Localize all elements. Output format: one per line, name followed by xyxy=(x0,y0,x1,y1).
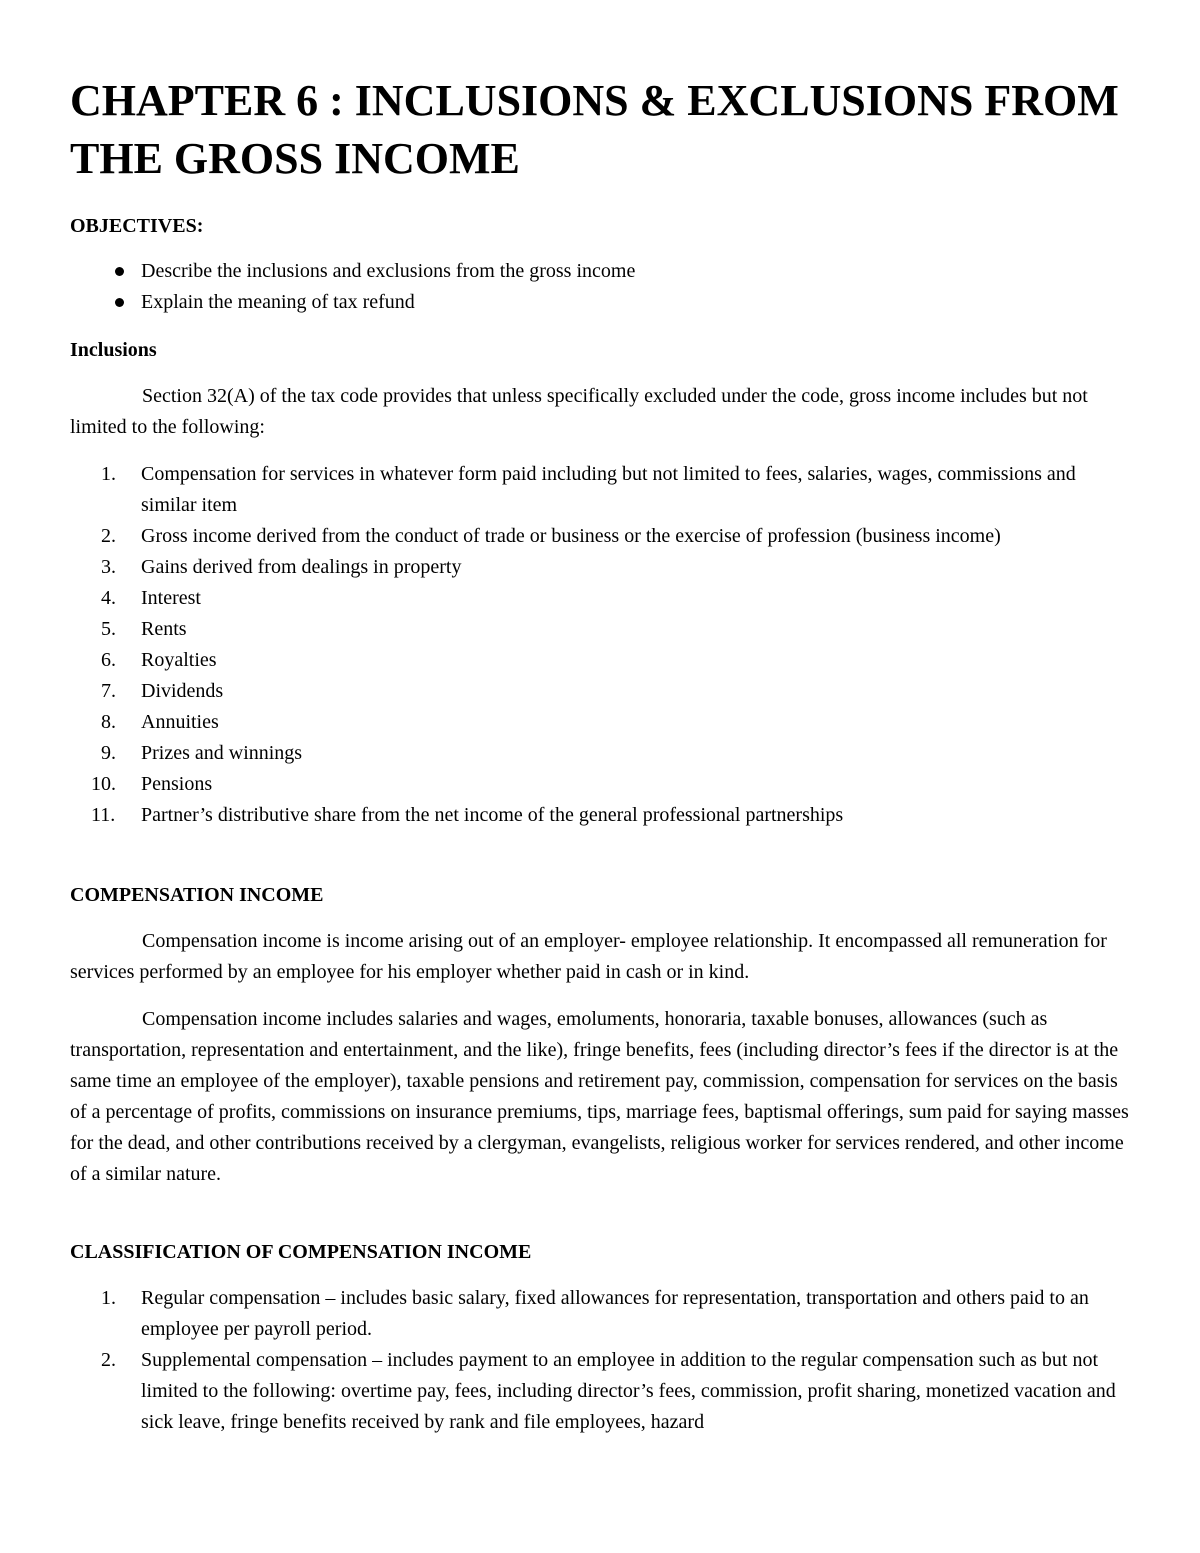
list-item: 7. Dividends xyxy=(101,680,224,702)
list-item: 1. Compensation for services in whatever form paid including but not limited to fees, salaries, wages, commissions and similar item xyxy=(101,463,1076,516)
list-item: 9. Prizes and winnings xyxy=(101,742,303,764)
list-item: 10. Pensions xyxy=(91,773,213,795)
list-item: 8. Annuities xyxy=(101,711,219,733)
compensation-para-1: Compensation income is income arising out of an employer- employee relationship. It encompassed all remuneration for services performed by an employee for his employer whether paid in cash or in kind. xyxy=(70,930,1107,983)
objectives-heading: OBJECTIVES: xyxy=(70,215,204,237)
classification-list xyxy=(70,1283,1130,1438)
list-item: Explain the meaning of tax refund xyxy=(70,287,1130,318)
inclusions-intro: Section 32(A) of the tax code provides that unless specifically excluded under the code, gross income includes but not limited to the following: xyxy=(70,385,1088,438)
list-item: Describe the inclusions and exclusions from the gross income xyxy=(70,256,1130,287)
list-item: 6. Royalties xyxy=(101,649,217,671)
objectives-list xyxy=(70,256,1130,318)
list-item: 3. Gains derived from dealings in property xyxy=(101,556,462,578)
bullet-icon xyxy=(115,298,124,307)
list-item: 11. Partner’s distributive share from the net income of the general professional partnerships xyxy=(91,804,844,826)
inclusions-list xyxy=(70,459,1130,831)
inclusions-heading: Inclusions xyxy=(70,339,157,361)
compensation-para-2: Compensation income includes salaries and wages, emoluments, honoraria, taxable bonuses, allowances (such as transportation, representation and entertainment, and the like), fringe benefits, fees (including director’s fees if the director is at the same time an employee of the employer), taxable pensions and retirement pay, commission, compensation for services on the basis of a percentage of profits, commissions on insurance premiums, tips, marriage fees, baptismal offerings, sum paid for saying masses for the dead, and other contributions received by a clergyman, evangelists, religious worker for services rendered, and other income of a similar nature. xyxy=(70,1008,1129,1185)
list-item: 2. Gross income derived from the conduct of trade or business or the exercise of profession (business income) xyxy=(101,525,1001,547)
list-item: 2. Supplemental compensation – includes payment to an employee in addition to the regular compensation such as but not limited to the following: overtime pay, fees, including director’s fees, commission, profit sharing, monetized vacation and sick leave, fringe benefits received by rank and file employees, hazard xyxy=(101,1349,1116,1433)
classification-heading: CLASSIFICATION OF COMPENSATION INCOME xyxy=(70,1241,532,1263)
compensation-heading: COMPENSATION INCOME xyxy=(70,884,324,906)
list-item: 1. Regular compensation – includes basic salary, fixed allowances for representation, transportation and others paid to an employee per payroll period. xyxy=(101,1287,1089,1340)
chapter-title: CHAPTER 6 : INCLUSIONS & EXCLUSIONS FROM THE GROSS INCOME xyxy=(70,76,1119,183)
bullet-icon xyxy=(115,267,124,276)
list-item: 5. Rents xyxy=(101,618,187,640)
list-item: 4. Interest xyxy=(101,587,201,609)
